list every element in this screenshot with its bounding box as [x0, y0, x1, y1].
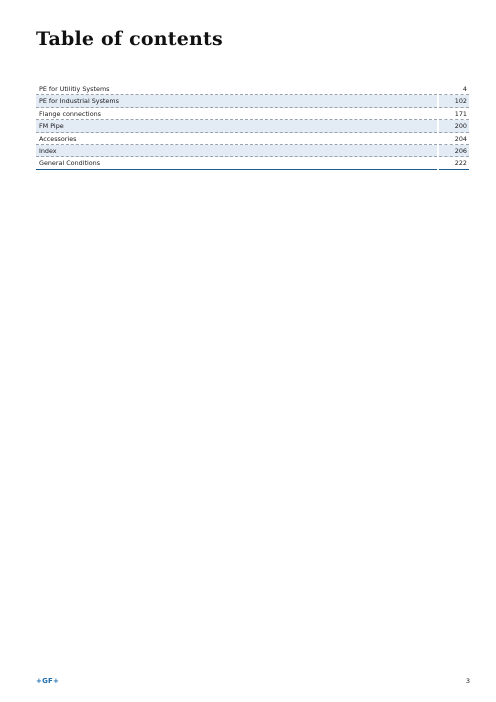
table-of-contents: [36, 83, 469, 170]
toc-row-flange-connections[interactable]: [36, 108, 469, 120]
toc-entry-title: PE for Industrial Systems: [36, 95, 437, 107]
toc-row-fm-pipe[interactable]: [36, 120, 469, 132]
toc-row-general-conditions[interactable]: [36, 157, 469, 169]
page-number: 3: [465, 677, 470, 685]
toc-entry-title: General Conditions: [36, 157, 437, 169]
toc-row-index[interactable]: [36, 145, 469, 157]
page-title: Table of contents: [36, 28, 223, 50]
toc-row-industrial-systems[interactable]: [36, 95, 469, 107]
toc-entry-page: 171: [439, 108, 469, 120]
toc-entry-title: FM Pipe: [36, 120, 437, 132]
toc-entry-title: PE for Utilitiy Systems: [36, 83, 437, 95]
toc-entry-page: 206: [439, 145, 469, 157]
toc-entry-page: 222: [439, 157, 469, 169]
toc-entry-title: Accessories: [36, 133, 437, 145]
toc-entry-page: 200: [439, 120, 469, 132]
toc-entry-title: Index: [36, 145, 437, 157]
toc-entry-title: Flange connections: [36, 108, 437, 120]
gf-logo: +GF+: [36, 677, 60, 685]
toc-row-utility-systems[interactable]: [36, 83, 469, 95]
toc-row-accessories[interactable]: [36, 133, 469, 145]
toc-entry-page: 4: [439, 83, 469, 95]
toc-entry-page: 204: [439, 133, 469, 145]
toc-entry-page: 102: [439, 95, 469, 107]
